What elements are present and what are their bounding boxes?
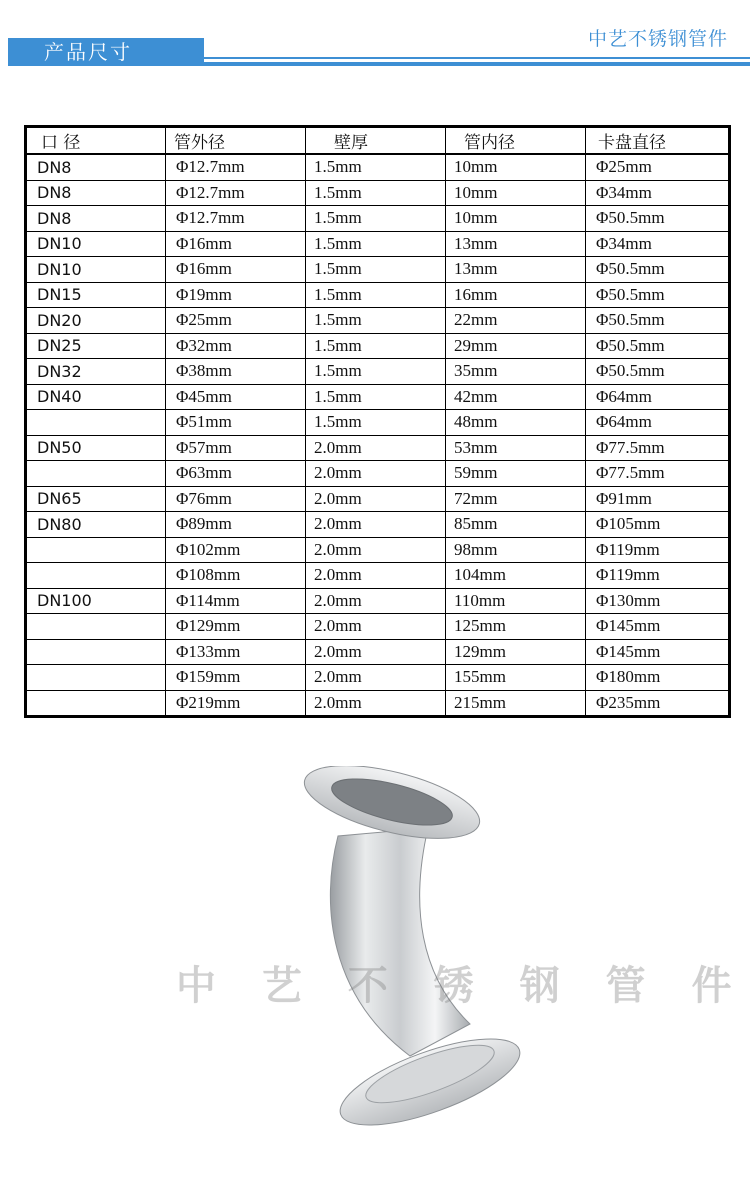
cell-clamp-diameter: Φ50.5mm <box>586 333 730 359</box>
table-row <box>26 563 730 589</box>
cell-inner-diameter: 104mm <box>446 563 586 589</box>
table-row <box>26 410 730 436</box>
cell-wall-thickness: 1.5mm <box>306 333 446 359</box>
cell-inner-diameter: 72mm <box>446 486 586 512</box>
cell-outer-diameter: Φ51mm <box>166 410 306 436</box>
cell-nominal-size <box>26 665 166 691</box>
cell-nominal-size: DN32 <box>26 359 166 385</box>
cell-outer-diameter: Φ12.7mm <box>166 180 306 206</box>
cell-outer-diameter: Φ57mm <box>166 435 306 461</box>
cell-nominal-size: DN100 <box>26 588 166 614</box>
table-header-row <box>26 127 730 155</box>
cell-inner-diameter: 13mm <box>446 231 586 257</box>
cell-nominal-size: DN8 <box>26 180 166 206</box>
table-row <box>26 435 730 461</box>
table-row <box>26 588 730 614</box>
cell-inner-diameter: 85mm <box>446 512 586 538</box>
cell-inner-diameter: 42mm <box>446 384 586 410</box>
cell-wall-thickness: 2.0mm <box>306 512 446 538</box>
cell-outer-diameter: Φ38mm <box>166 359 306 385</box>
table-row <box>26 486 730 512</box>
table-row <box>26 614 730 640</box>
header-rule-thin <box>204 57 750 59</box>
cell-nominal-size: DN8 <box>26 206 166 232</box>
header-nominal-size: 口 径 <box>26 127 166 155</box>
header-outer-diameter: 管外径 <box>166 127 306 155</box>
cell-outer-diameter: Φ159mm <box>166 665 306 691</box>
cell-clamp-diameter: Φ50.5mm <box>586 206 730 232</box>
cell-inner-diameter: 110mm <box>446 588 586 614</box>
cell-wall-thickness: 1.5mm <box>306 308 446 334</box>
size-spec-table <box>24 125 731 718</box>
cell-wall-thickness: 1.5mm <box>306 231 446 257</box>
cell-nominal-size: DN20 <box>26 308 166 334</box>
cell-nominal-size: DN40 <box>26 384 166 410</box>
cell-nominal-size: DN25 <box>26 333 166 359</box>
cell-inner-diameter: 48mm <box>446 410 586 436</box>
cell-nominal-size <box>26 461 166 487</box>
cell-inner-diameter: 10mm <box>446 206 586 232</box>
cell-clamp-diameter: Φ64mm <box>586 384 730 410</box>
cell-wall-thickness: 2.0mm <box>306 665 446 691</box>
cell-inner-diameter: 10mm <box>446 180 586 206</box>
cell-inner-diameter: 16mm <box>446 282 586 308</box>
table-row <box>26 537 730 563</box>
cell-nominal-size: DN10 <box>26 231 166 257</box>
cell-nominal-size <box>26 410 166 436</box>
cell-outer-diameter: Φ114mm <box>166 588 306 614</box>
cell-outer-diameter: Φ12.7mm <box>166 206 306 232</box>
table-row <box>26 461 730 487</box>
table-row <box>26 154 730 180</box>
cell-clamp-diameter: Φ25mm <box>586 154 730 180</box>
brand-name: 中艺不锈钢管件 <box>587 28 728 50</box>
cell-inner-diameter: 22mm <box>446 308 586 334</box>
cell-inner-diameter: 125mm <box>446 614 586 640</box>
cell-clamp-diameter: Φ50.5mm <box>586 282 730 308</box>
cell-wall-thickness: 1.5mm <box>306 206 446 232</box>
cell-clamp-diameter: Φ50.5mm <box>586 257 730 283</box>
cell-wall-thickness: 1.5mm <box>306 257 446 283</box>
cell-wall-thickness: 2.0mm <box>306 461 446 487</box>
cell-inner-diameter: 215mm <box>446 690 586 717</box>
cell-nominal-size <box>26 614 166 640</box>
cell-outer-diameter: Φ32mm <box>166 333 306 359</box>
cell-outer-diameter: Φ129mm <box>166 614 306 640</box>
table-row <box>26 206 730 232</box>
cell-clamp-diameter: Φ235mm <box>586 690 730 717</box>
cell-inner-diameter: 59mm <box>446 461 586 487</box>
cell-outer-diameter: Φ12.7mm <box>166 154 306 180</box>
cell-clamp-diameter: Φ77.5mm <box>586 461 730 487</box>
cell-outer-diameter: Φ102mm <box>166 537 306 563</box>
cell-inner-diameter: 29mm <box>446 333 586 359</box>
cell-nominal-size: DN8 <box>26 154 166 180</box>
table-row <box>26 690 730 717</box>
cell-wall-thickness: 2.0mm <box>306 537 446 563</box>
table-body <box>26 154 730 717</box>
cell-clamp-diameter: Φ130mm <box>586 588 730 614</box>
cell-clamp-diameter: Φ145mm <box>586 614 730 640</box>
cell-clamp-diameter: Φ119mm <box>586 563 730 589</box>
cell-inner-diameter: 35mm <box>446 359 586 385</box>
cell-outer-diameter: Φ89mm <box>166 512 306 538</box>
cell-outer-diameter: Φ16mm <box>166 231 306 257</box>
cell-inner-diameter: 10mm <box>446 154 586 180</box>
watermark-text: 中 艺 不 锈 钢 管 件 <box>176 962 748 1009</box>
cell-inner-diameter: 53mm <box>446 435 586 461</box>
cell-nominal-size: DN80 <box>26 512 166 538</box>
header-clamp-diameter: 卡盘直径 <box>586 127 730 155</box>
cell-wall-thickness: 2.0mm <box>306 639 446 665</box>
table-row <box>26 282 730 308</box>
cell-outer-diameter: Φ76mm <box>166 486 306 512</box>
table-row <box>26 359 730 385</box>
cell-nominal-size <box>26 563 166 589</box>
cell-inner-diameter: 155mm <box>446 665 586 691</box>
cell-wall-thickness: 1.5mm <box>306 410 446 436</box>
cell-nominal-size <box>26 639 166 665</box>
table-row <box>26 639 730 665</box>
cell-clamp-diameter: Φ34mm <box>586 180 730 206</box>
elbow-fitting-image <box>300 766 540 1126</box>
header-inner-diameter: 管内径 <box>446 127 586 155</box>
section-title-bar <box>8 38 204 66</box>
cell-wall-thickness: 1.5mm <box>306 282 446 308</box>
cell-outer-diameter: Φ133mm <box>166 639 306 665</box>
cell-clamp-diameter: Φ119mm <box>586 537 730 563</box>
table-row <box>26 257 730 283</box>
table-row <box>26 665 730 691</box>
cell-outer-diameter: Φ108mm <box>166 563 306 589</box>
table-row <box>26 333 730 359</box>
cell-clamp-diameter: Φ50.5mm <box>586 359 730 385</box>
cell-outer-diameter: Φ25mm <box>166 308 306 334</box>
cell-outer-diameter: Φ19mm <box>166 282 306 308</box>
cell-wall-thickness: 2.0mm <box>306 563 446 589</box>
cell-nominal-size: DN65 <box>26 486 166 512</box>
table-row <box>26 512 730 538</box>
cell-inner-diameter: 98mm <box>446 537 586 563</box>
cell-inner-diameter: 129mm <box>446 639 586 665</box>
header-wall-thickness: 壁厚 <box>306 127 446 155</box>
cell-clamp-diameter: Φ180mm <box>586 665 730 691</box>
cell-clamp-diameter: Φ145mm <box>586 639 730 665</box>
cell-outer-diameter: Φ16mm <box>166 257 306 283</box>
table-row <box>26 180 730 206</box>
header-rule-thick <box>204 62 750 66</box>
cell-wall-thickness: 1.5mm <box>306 384 446 410</box>
table-row <box>26 231 730 257</box>
table-row <box>26 384 730 410</box>
cell-wall-thickness: 2.0mm <box>306 435 446 461</box>
cell-nominal-size: DN10 <box>26 257 166 283</box>
cell-wall-thickness: 1.5mm <box>306 180 446 206</box>
cell-clamp-diameter: Φ64mm <box>586 410 730 436</box>
cell-clamp-diameter: Φ77.5mm <box>586 435 730 461</box>
cell-clamp-diameter: Φ105mm <box>586 512 730 538</box>
cell-nominal-size: DN15 <box>26 282 166 308</box>
cell-outer-diameter: Φ63mm <box>166 461 306 487</box>
section-title: 产品尺寸 <box>44 40 132 64</box>
cell-clamp-diameter: Φ34mm <box>586 231 730 257</box>
cell-nominal-size: DN50 <box>26 435 166 461</box>
table-row <box>26 308 730 334</box>
cell-wall-thickness: 1.5mm <box>306 359 446 385</box>
cell-clamp-diameter: Φ50.5mm <box>586 308 730 334</box>
cell-clamp-diameter: Φ91mm <box>586 486 730 512</box>
cell-wall-thickness: 1.5mm <box>306 154 446 180</box>
cell-nominal-size <box>26 537 166 563</box>
cell-inner-diameter: 13mm <box>446 257 586 283</box>
cell-wall-thickness: 2.0mm <box>306 690 446 717</box>
cell-outer-diameter: Φ219mm <box>166 690 306 717</box>
cell-wall-thickness: 2.0mm <box>306 486 446 512</box>
cell-outer-diameter: Φ45mm <box>166 384 306 410</box>
cell-wall-thickness: 2.0mm <box>306 614 446 640</box>
cell-nominal-size <box>26 690 166 717</box>
cell-wall-thickness: 2.0mm <box>306 588 446 614</box>
